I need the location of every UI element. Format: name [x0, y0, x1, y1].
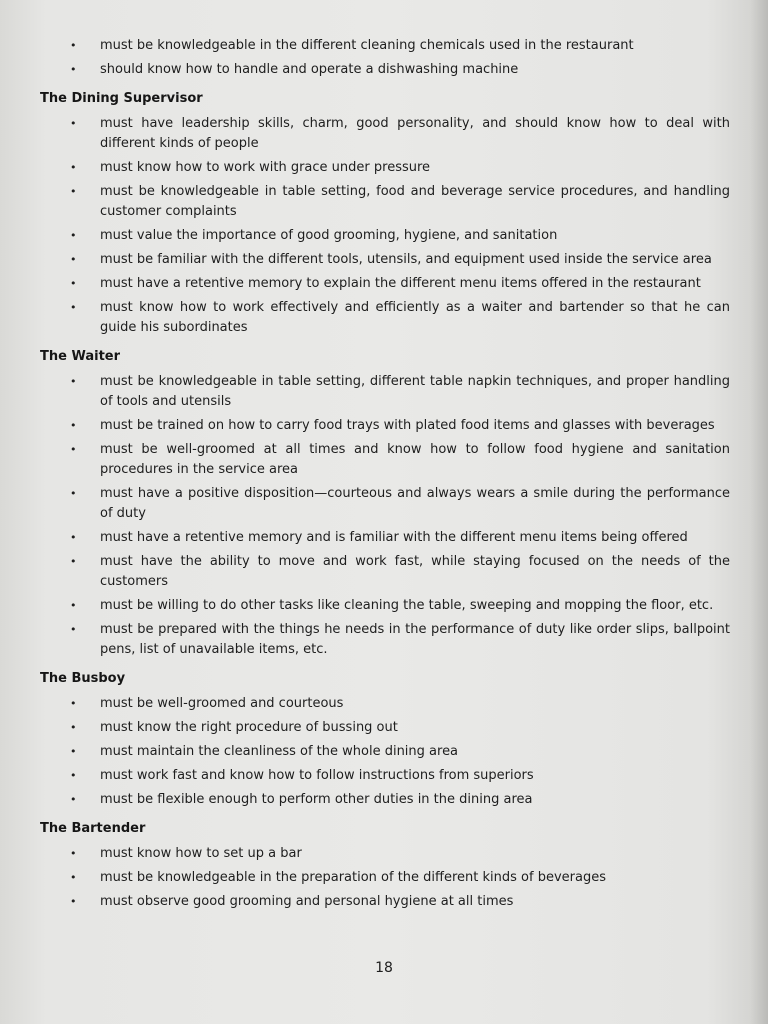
- section: [40, 90, 730, 338]
- bullet-dot: •: [70, 745, 77, 758]
- bullet-item: [40, 182, 730, 222]
- bullet-item: [40, 372, 730, 412]
- bullet-text: must observe good grooming and personal hygiene at all times: [100, 894, 514, 909]
- bullet-dot: •: [70, 599, 77, 612]
- bullet-dot: •: [70, 487, 77, 500]
- bullet-text: must be well-groomed and courteous: [100, 696, 344, 711]
- page-edge-shadow: [750, 0, 768, 1024]
- bullet-item: [40, 158, 730, 178]
- bullet-dot: •: [70, 253, 77, 266]
- section-heading: The Waiter: [40, 349, 121, 364]
- bullet-text: must be familiar with the different tools, utensils, and equipment used inside the service area: [100, 252, 712, 267]
- bullet-item: [40, 892, 730, 912]
- section-bullet-list: [40, 114, 730, 338]
- sections-container: [40, 90, 730, 912]
- bullet-dot: •: [70, 697, 77, 710]
- bullet-dot: •: [70, 847, 77, 860]
- bullet-item: [40, 36, 730, 56]
- bullet-dot: •: [70, 623, 77, 636]
- bullet-text: must know the right procedure of bussing out: [100, 720, 398, 735]
- bullet-item: [40, 694, 730, 714]
- bullet-text: must be trained on how to carry food trays with plated food items and glasses with beverages: [100, 418, 715, 433]
- section-heading: The Busboy: [40, 671, 126, 686]
- bullet-text: must have the ability to move and work fast, while staying focused on the needs of the customers: [100, 554, 730, 589]
- bullet-dot: •: [70, 277, 77, 290]
- bullet-item: [40, 60, 730, 80]
- bullet-dot: •: [70, 769, 77, 782]
- bullet-dot: •: [70, 375, 77, 388]
- bullet-text: must be knowledgeable in the preparation of the different kinds of beverages: [100, 870, 606, 885]
- bullet-text: must be well-groomed at all times and know how to follow food hygiene and sanitation procedures in the service area: [100, 442, 730, 477]
- bullet-item: [40, 250, 730, 270]
- bullet-text: must be prepared with the things he needs in the performance of duty like order slips, ballpoint pens, list of unavailable items, etc.: [100, 622, 730, 657]
- bullet-dot: •: [70, 419, 77, 432]
- bullet-item: [40, 868, 730, 888]
- bullet-text: must have leadership skills, charm, good personality, and should know how to deal with different kinds of people: [100, 116, 730, 151]
- bullet-item: [40, 440, 730, 480]
- section-bullet-list: [40, 844, 730, 912]
- section-bullet-list: [40, 372, 730, 660]
- bullet-text: must have a retentive memory to explain the different menu items offered in the restaurant: [100, 276, 701, 291]
- bullet-item: [40, 844, 730, 864]
- bullet-dot: •: [70, 117, 77, 130]
- bullet-dot: •: [70, 793, 77, 806]
- bullet-text: must maintain the cleanliness of the whole dining area: [100, 744, 459, 759]
- bullet-item: [40, 484, 730, 524]
- bullet-text: must know how to work effectively and efficiently as a waiter and bartender so that he can guide his subordinates: [100, 300, 730, 335]
- section: [40, 670, 730, 810]
- bullet-item: [40, 596, 730, 616]
- document-body: [40, 36, 730, 916]
- section: [40, 820, 730, 912]
- bullet-dot: •: [70, 161, 77, 174]
- bullet-dot: •: [70, 531, 77, 544]
- bullet-dot: •: [70, 721, 77, 734]
- bullet-text: must be knowledgeable in table setting, food and beverage service procedures, and handling customer complaints: [100, 184, 730, 219]
- bullet-text: must work fast and know how to follow instructions from superiors: [100, 768, 534, 783]
- bullet-text: must value the importance of good grooming, hygiene, and sanitation: [100, 228, 558, 243]
- intro-bullet-list: [40, 36, 730, 80]
- bullet-text: should know how to handle and operate a dishwashing machine: [100, 62, 519, 77]
- bullet-item: [40, 416, 730, 436]
- bullet-item: [40, 620, 730, 660]
- bullet-text: must be flexible enough to perform other duties in the dining area: [100, 792, 533, 807]
- bullet-dot: •: [70, 229, 77, 242]
- bullet-item: [40, 274, 730, 294]
- section-heading: The Bartender: [40, 821, 146, 836]
- bullet-text: must be knowledgeable in table setting, different table napkin techniques, and proper handling of tools and utensils: [100, 374, 730, 409]
- bullet-text: must have a retentive memory and is familiar with the different menu items being offered: [100, 530, 688, 545]
- bullet-item: [40, 718, 730, 738]
- section-heading: The Dining Supervisor: [40, 91, 203, 106]
- bullet-item: [40, 742, 730, 762]
- bullet-text: must know how to work with grace under pressure: [100, 160, 431, 175]
- page-number: 18: [375, 960, 393, 976]
- bullet-dot: •: [70, 895, 77, 908]
- bullet-item: [40, 298, 730, 338]
- section: [40, 348, 730, 660]
- bullet-dot: •: [70, 39, 77, 52]
- bullet-item: [40, 114, 730, 154]
- bullet-dot: •: [70, 871, 77, 884]
- bullet-item: [40, 766, 730, 786]
- bullet-text: must be willing to do other tasks like cleaning the table, sweeping and mopping the floor, etc.: [100, 598, 714, 613]
- bullet-dot: •: [70, 185, 77, 198]
- bullet-text: must know how to set up a bar: [100, 846, 302, 861]
- bullet-item: [40, 528, 730, 548]
- bullet-dot: •: [70, 63, 77, 76]
- bullet-text: must have a positive disposition—courteous and always wears a smile during the performance of duty: [100, 486, 730, 521]
- bullet-item: [40, 790, 730, 810]
- bullet-text: must be knowledgeable in the different cleaning chemicals used in the restaurant: [100, 38, 634, 53]
- bullet-item: [40, 226, 730, 246]
- bullet-dot: •: [70, 301, 77, 314]
- bullet-dot: •: [70, 443, 77, 456]
- section-bullet-list: [40, 694, 730, 810]
- bullet-item: [40, 552, 730, 592]
- bullet-dot: •: [70, 555, 77, 568]
